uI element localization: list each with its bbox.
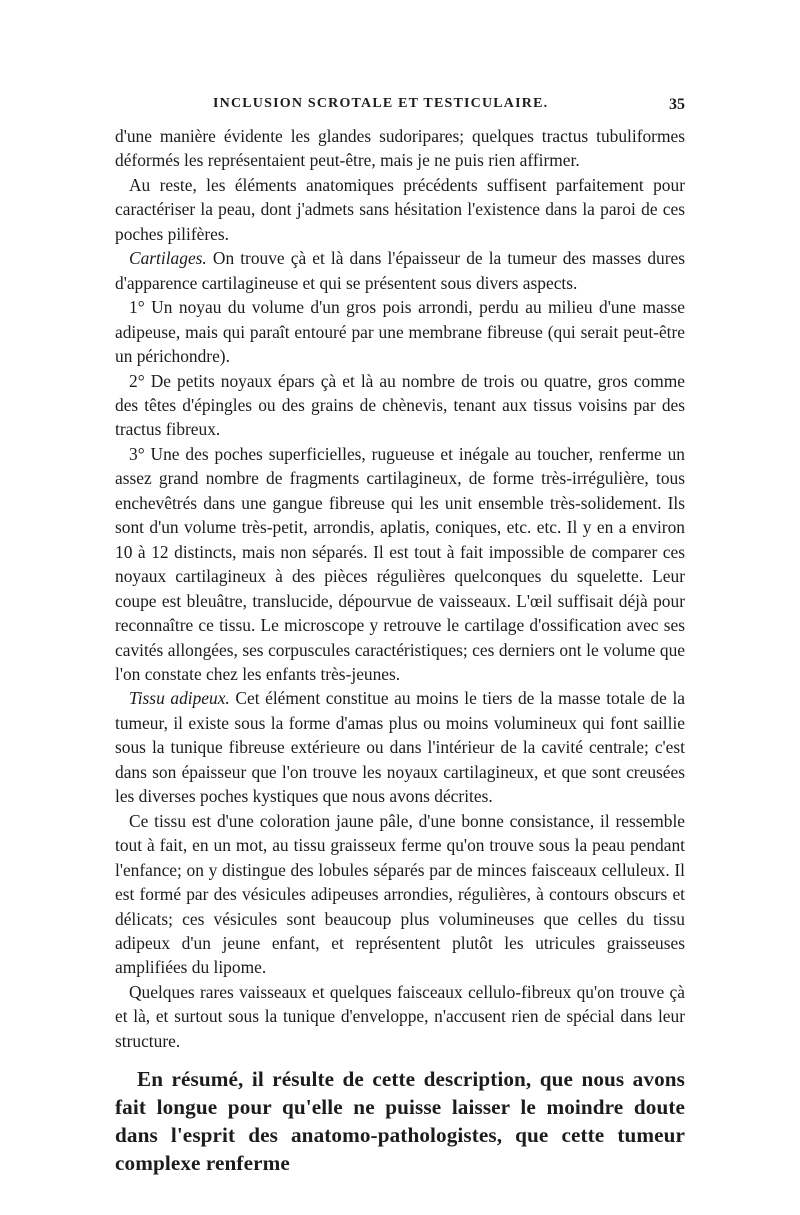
paragraph-tissu-adipeux (115, 686, 685, 808)
paragraph-text: 3° Une des poches superficielles, rugueuse et inégale au toucher, renferme un assez grand nombre de fragments cartilagineux, de forme très-irrégulière, tous enchevêtrés dans une gangue fibreuse qui les unit ensemble très-solidement. Ils sont d'un volume très-petit, arrondis, aplatis, coniques, etc. etc. Il y en a environ 10 à 12 distincts, mais non séparés. Il est tout à fait impossible de comparer ces noyaux cartilagineux à des pièces régulières quelconques du squelette. Leur coupe est bleuâtre, translucide, dépourvue de vaisseaux. L'œil suffisait déjà pour reconnaître ce tissu. Le microscope y retrouve le cartilage d'ossification avec ses cavités allongées, ses corpuscules caractéristiques; ces derniers ont le volume que l'on constate chez les enfants très-jeunes. (115, 443, 685, 684)
paragraph-vessels (115, 980, 685, 1053)
book-page (115, 96, 685, 1177)
conclusion (115, 1065, 685, 1177)
paragraph-cartilages (115, 246, 685, 295)
paragraph-item-2 (115, 369, 685, 442)
paragraph-continuation (115, 124, 685, 173)
paragraph-text: Au reste, les éléments anatomiques précédents suffisent parfaitement pour caractériser la peau, dont j'admets sans hésitation l'existence dans la paroi de ces poches pilifères. (115, 174, 685, 244)
paragraph-text: On trouve çà et là dans l'épaisseur de la tumeur des masses dures d'apparence cartilagineuse et qui se présentent sous divers aspects. (115, 248, 685, 293)
paragraph-text: d'une manière évidente les glandes sudoripares; quelques tractus tubuliformes déformés les représentaient peut-être, mais je ne puis rien affirmer. (115, 126, 685, 171)
conclusion-paragraph (115, 1065, 685, 1177)
page-number: 35 (669, 96, 685, 113)
paragraph-text: Cet élément constitue au moins le tiers de la masse totale de la tumeur, il existe sous la forme d'amas plus ou moins volumineux qui font saillie sous la tunique fibreuse extérieure ou dans l'intérieur de la cavité centrale; c'est dans son épaisseur que l'on trouve les noyaux cartilagineux, et que sont creusées les diverses poches kystiques que nous avons décrites. (115, 688, 685, 807)
section-lead-tissu-adipeux: Tissu adipeux. (129, 688, 230, 709)
paragraph-text: 1° Un noyau du volume d'un gros pois arrondi, perdu au milieu d'une masse adipeuse, mais qui paraît entouré par une membrane fibreuse (qui serait peut-être un périchondre). (115, 297, 685, 367)
paragraph-item-1 (115, 295, 685, 368)
paragraph-text: 2° De petits noyaux épars çà et là au nombre de trois ou quatre, gros comme des têtes d'épingles ou des grains de chènevis, tenant aux tissus voisins par des tractus fibreux. (115, 370, 685, 440)
paragraph-text: Ce tissu est d'une coloration jaune pâle, d'une bonne consistance, il ressemble tout à fait, en un mot, au tissu graisseux ferme qu'on trouve sous la peau pendant l'enfance; on y distingue des lobules séparés par de minces faisceaux celluleux. Il est formé par des vésicules adipeuses arrondies, régulières, à contours obscurs et délicats; ces vésicules sont beaucoup plus volumineuses que celles du tissu adipeux d'un jeune enfant, et représentent plutôt les utricules graisseuses amplifiées du lipome. (115, 810, 685, 978)
running-head (115, 96, 685, 120)
paragraph-text: Quelques rares vaisseaux et quelques faisceaux cellulo-fibreux qu'on trouve çà et là, et surtout sous la tunique d'enveloppe, n'accusent rien de spécial dans leur structure. (115, 981, 685, 1051)
conclusion-text: En résumé, il résulte de cette description, que nous avons fait longue pour qu'elle ne puisse laisser le moindre doute dans l'esprit des anatomo-pathologistes, que cette tumeur complexe renferme (115, 1067, 685, 1176)
running-title: INCLUSION SCROTALE ET TESTICULAIRE. (213, 96, 549, 111)
paragraph-tissue-description (115, 809, 685, 980)
section-lead-cartilages: Cartilages. (129, 248, 207, 269)
body-text (115, 124, 685, 1053)
paragraph-skin-conclusion (115, 173, 685, 246)
paragraph-item-3 (115, 442, 685, 687)
